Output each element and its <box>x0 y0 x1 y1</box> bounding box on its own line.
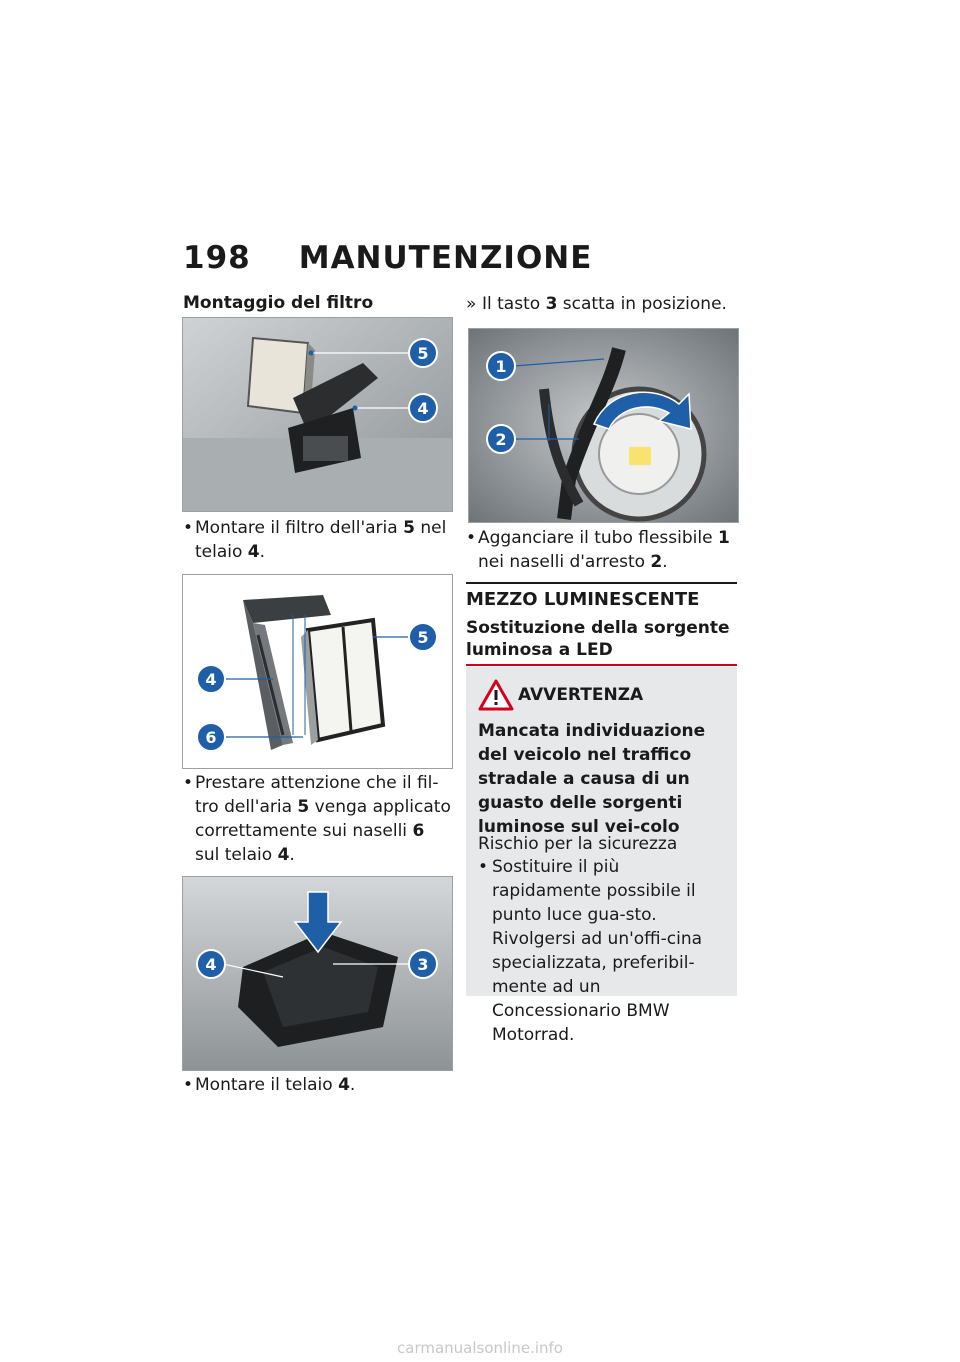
figure-hose-clip <box>468 328 739 523</box>
svg-text:3: 3 <box>417 955 429 974</box>
svg-text:4: 4 <box>417 399 429 418</box>
warning-action: • Sostituire il più rapidamente possibile il punto luce gua-sto. Rivolgersi ad un'offi-cina specializzata, preferibil-mente ad un Concessionario BMW Motorrad. <box>478 857 703 1045</box>
list-item: • Agganciare il tubo flessibile 1 nei naselli d'arresto 2. <box>466 528 730 572</box>
chapter-title: MANUTENZIONE <box>298 240 593 276</box>
air-filter-element <box>301 620 383 745</box>
section-divider <box>466 582 737 584</box>
footer-watermark: carmanualsonline.info <box>397 1339 563 1357</box>
warning-divider <box>466 664 737 666</box>
callout-5 <box>409 339 437 367</box>
warning-title: Mancata individuazione del veicolo nel traffico stradale a causa di un guasto delle sorgenti luminose sul vei-colo <box>478 721 706 837</box>
sub-heading: Sostituzione della sorgente luminosa a LED <box>466 618 730 660</box>
callout-6 <box>197 723 225 751</box>
callout-4 <box>197 950 225 978</box>
callout-4 <box>197 665 225 693</box>
callout-2 <box>487 425 515 453</box>
svg-text:4: 4 <box>205 670 217 689</box>
figure-air-filter-install <box>182 317 453 512</box>
list-item: • Montare il filtro dell'aria 5 nel telaio 4. <box>183 518 447 562</box>
warning-box <box>466 667 737 1045</box>
warning-label: AVVERTENZA <box>518 685 644 705</box>
warning-triangle-icon <box>478 679 514 715</box>
list-item: • Prestare attenzione che il fil-tro dell'aria 5 venga applicato correttamente sui naselli 6 sul telaio 4. <box>183 773 451 865</box>
section-heading-air-filter: Montaggio del filtro <box>183 293 374 313</box>
svg-text:4: 4 <box>205 955 217 974</box>
page-number: 198 <box>183 240 251 276</box>
svg-text:5: 5 <box>417 628 429 647</box>
figure-filter-on-frame <box>182 574 453 769</box>
callout-3 <box>409 950 437 978</box>
svg-text:2: 2 <box>495 430 507 449</box>
svg-text:6: 6 <box>205 728 217 747</box>
list-item: • Montare il telaio 4. <box>183 1075 356 1095</box>
figure-frame-install <box>182 876 453 1071</box>
result-item: » Il tasto 3 scatta in posizione. <box>466 294 727 314</box>
page-header <box>183 240 592 276</box>
result-chevron-icon: » <box>466 294 477 314</box>
section-title: MEZZO LUMINESCENTE <box>466 589 700 610</box>
callout-4 <box>409 394 437 422</box>
svg-text:1: 1 <box>495 357 507 376</box>
warning-risk: Rischio per la sicurezza <box>478 834 678 854</box>
callout-5 <box>409 623 437 651</box>
callout-1 <box>487 352 515 380</box>
svg-text:5: 5 <box>417 344 429 363</box>
